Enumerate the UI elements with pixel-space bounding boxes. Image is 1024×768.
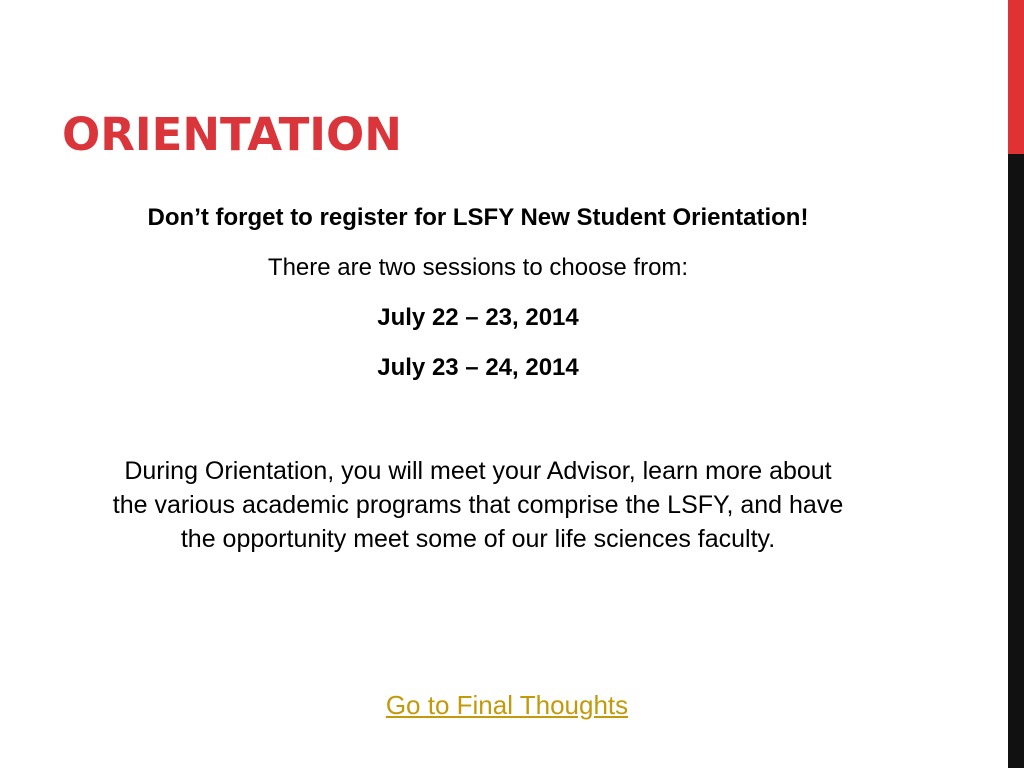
description-line: the various academic programs that comprise the LSFY, and have	[112, 491, 844, 519]
description-line: the opportunity meet some of our life sciences faculty.	[180, 525, 776, 553]
slide-body	[50, 198, 906, 556]
link-container	[0, 689, 1014, 721]
sessions-intro: There are two sessions to choose from:	[267, 254, 689, 281]
orientation-description	[50, 454, 906, 556]
session-date-2: July 23 – 24, 2014	[377, 354, 579, 381]
final-thoughts-link[interactable]: Go to Final Thoughts	[385, 690, 629, 720]
accent-bar-black	[1008, 154, 1024, 768]
session-date-1: July 22 – 23, 2014	[377, 304, 579, 331]
accent-bar-red	[1008, 0, 1024, 154]
register-reminder: Don’t forget to register for LSFY New Student Orientation!	[147, 204, 809, 231]
description-line: During Orientation, you will meet your Advisor, learn more about	[124, 457, 832, 485]
slide-title: ORIENTATION	[62, 108, 402, 161]
